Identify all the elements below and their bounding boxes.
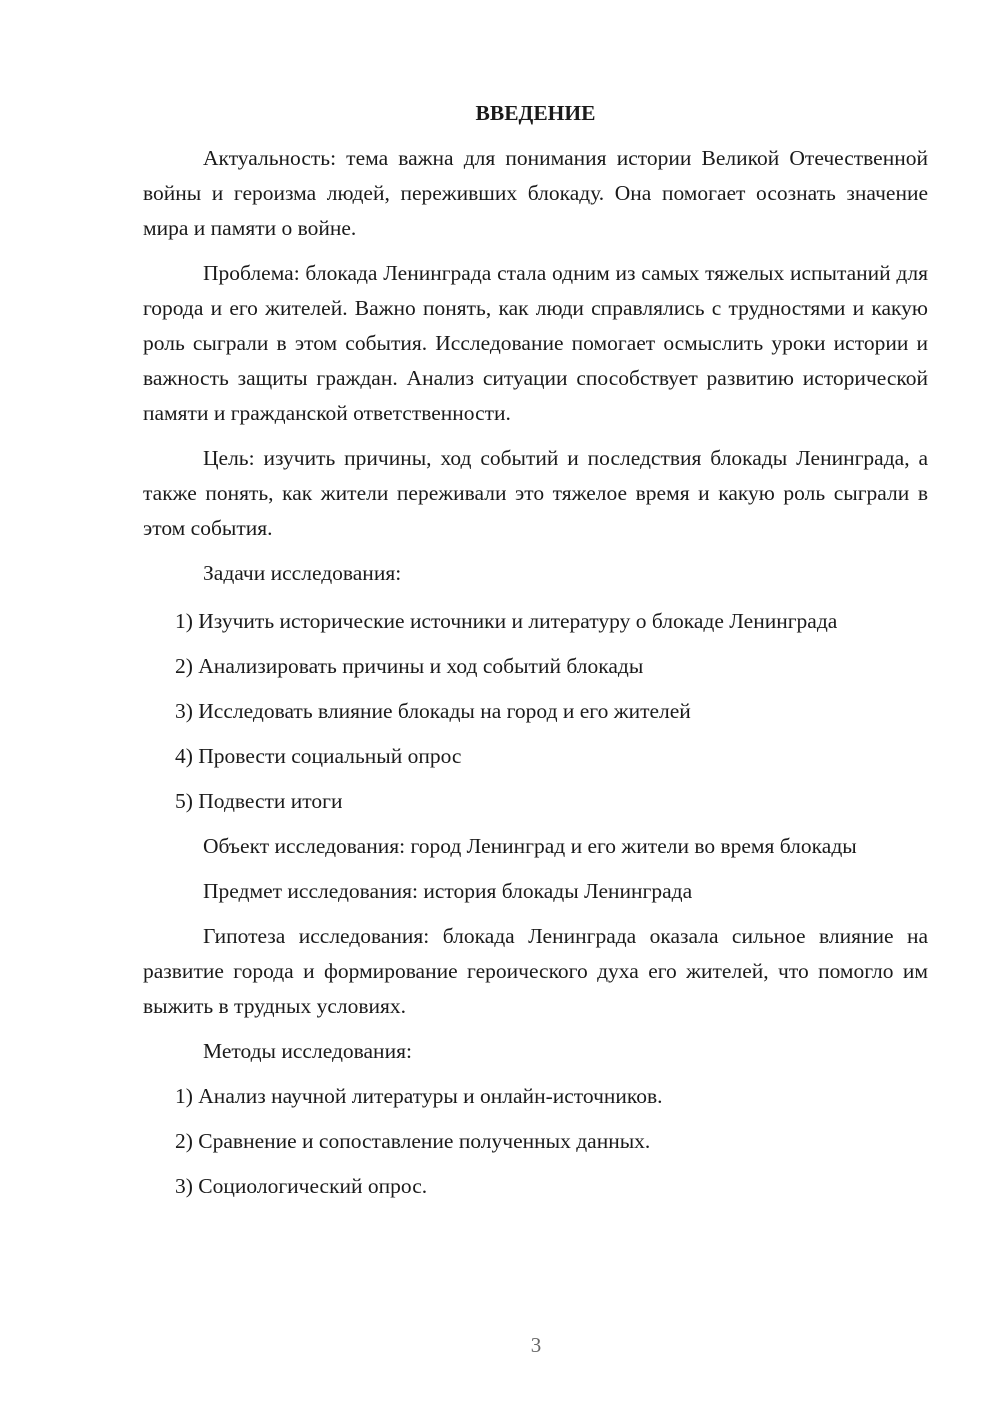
tasks-list [143,604,928,819]
subject-paragraph: Предмет исследования: история блокады Ленинграда [203,879,693,903]
section-title: ВВЕДЕНИЕ [475,101,596,125]
page-number: 3 [530,1333,542,1357]
method-item: 3) Социологический опрос. [175,1174,428,1198]
relevance-paragraph: Актуальность: тема важна для понимания истории Великой Отечественной войны и героизма людей, переживших блокаду. Она помогает осознать значение мира и памяти о войне. [143,146,928,240]
method-item: 2) Сравнение и сопоставление полученных данных. [175,1129,651,1153]
task-item: 4) Провести социальный опрос [175,744,462,768]
task-item: 1) Изучить исторические источники и литературу о блокаде Ленинграда [175,609,838,633]
methods-list [143,1079,928,1204]
task-item: 2) Анализировать причины и ход событий блокады [175,654,644,678]
hypothesis-paragraph: Гипотеза исследования: блокада Ленинграда оказала сильное влияние на развитие города и формирование героического духа его жителей, что помогло им выжить в трудных условиях. [143,924,928,1018]
document-page [143,96,928,1214]
problem-paragraph: Проблема: блокада Ленинграда стала одним из самых тяжелых испытаний для города и его жителей. Важно понять, как люди справлялись с трудностями и какую роль сыграли в этом события. Исследование помогает осмыслить уроки истории и важность защиты граждан. Анализ ситуации способствует развитию исторической памяти и гражданской ответственности. [143,261,928,425]
methods-heading: Методы исследования: [203,1039,412,1063]
goal-paragraph: Цель: изучить причины, ход событий и последствия блокады Ленинграда, а также понять, как жители переживали это тяжелое время и какую роль сыграли в этом события. [143,446,928,540]
object-paragraph: Объект исследования: город Ленинград и его жители во время блокады [203,834,857,858]
task-item: 5) Подвести итоги [175,789,343,813]
task-item: 3) Исследовать влияние блокады на город и его жителей [175,699,691,723]
method-item: 1) Анализ научной литературы и онлайн-источников. [175,1084,663,1108]
tasks-heading: Задачи исследования: [203,561,402,585]
